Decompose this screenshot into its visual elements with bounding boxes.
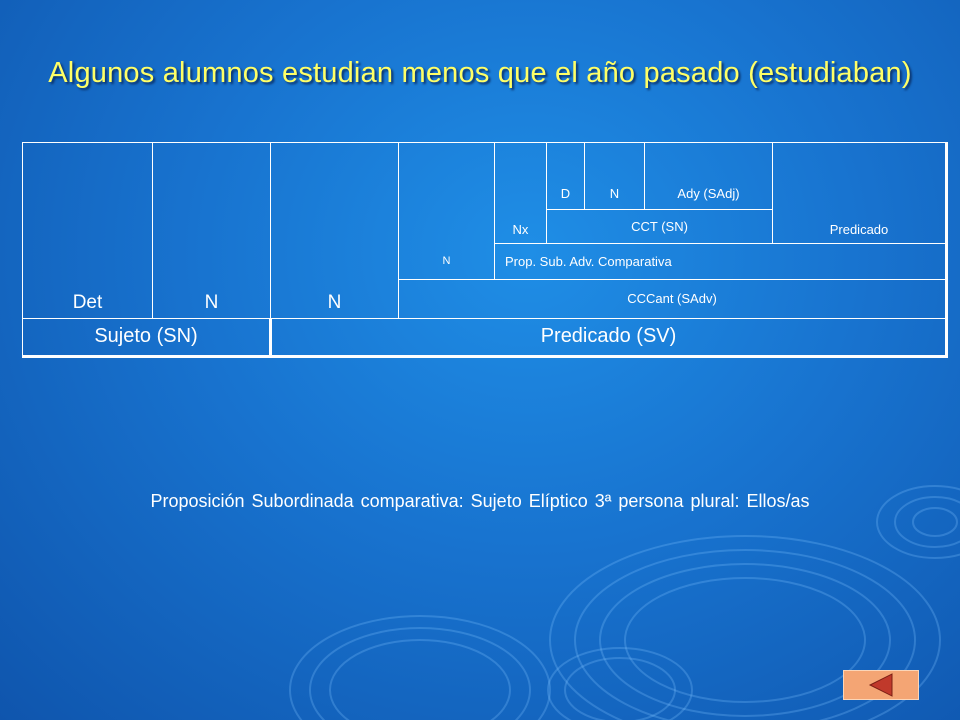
cell-prop-sub-adv-comparativa: Prop. Sub. Adv. Comparativa [495, 243, 947, 279]
cell-det: Det [23, 143, 153, 319]
cell-n-small: N [399, 243, 495, 279]
slide-title: Algunos alumnos estudian menos que el año pasado (estudiaban) [48, 57, 912, 89]
cell-n-1: N [153, 143, 271, 319]
triangle-left-icon [868, 673, 894, 697]
cell-predicado-inner: Predicado [773, 143, 947, 244]
explanatory-note: Proposición Subordinada comparativa: Sujeto Elíptico 3ª persona plural: Ellos/as [150, 491, 810, 511]
cell-cct-sn: CCT (SN) [547, 209, 773, 243]
back-button[interactable] [843, 670, 919, 700]
cell-ady-sadj: Ady (SAdj) [645, 143, 773, 210]
cell-n-inner: N [585, 143, 645, 210]
cell-sujeto-sn: Sujeto (SN) [23, 318, 271, 356]
cell-cccant-sadv: CCCant (SAdv) [399, 280, 947, 318]
cell-predicado-sv: Predicado (SV) [271, 318, 947, 356]
cell-d: D [547, 143, 585, 210]
cell-nx: Nx [495, 143, 547, 244]
cell-blank [399, 143, 495, 244]
syntax-analysis-table [22, 142, 948, 358]
cell-n-2: N [271, 143, 399, 319]
